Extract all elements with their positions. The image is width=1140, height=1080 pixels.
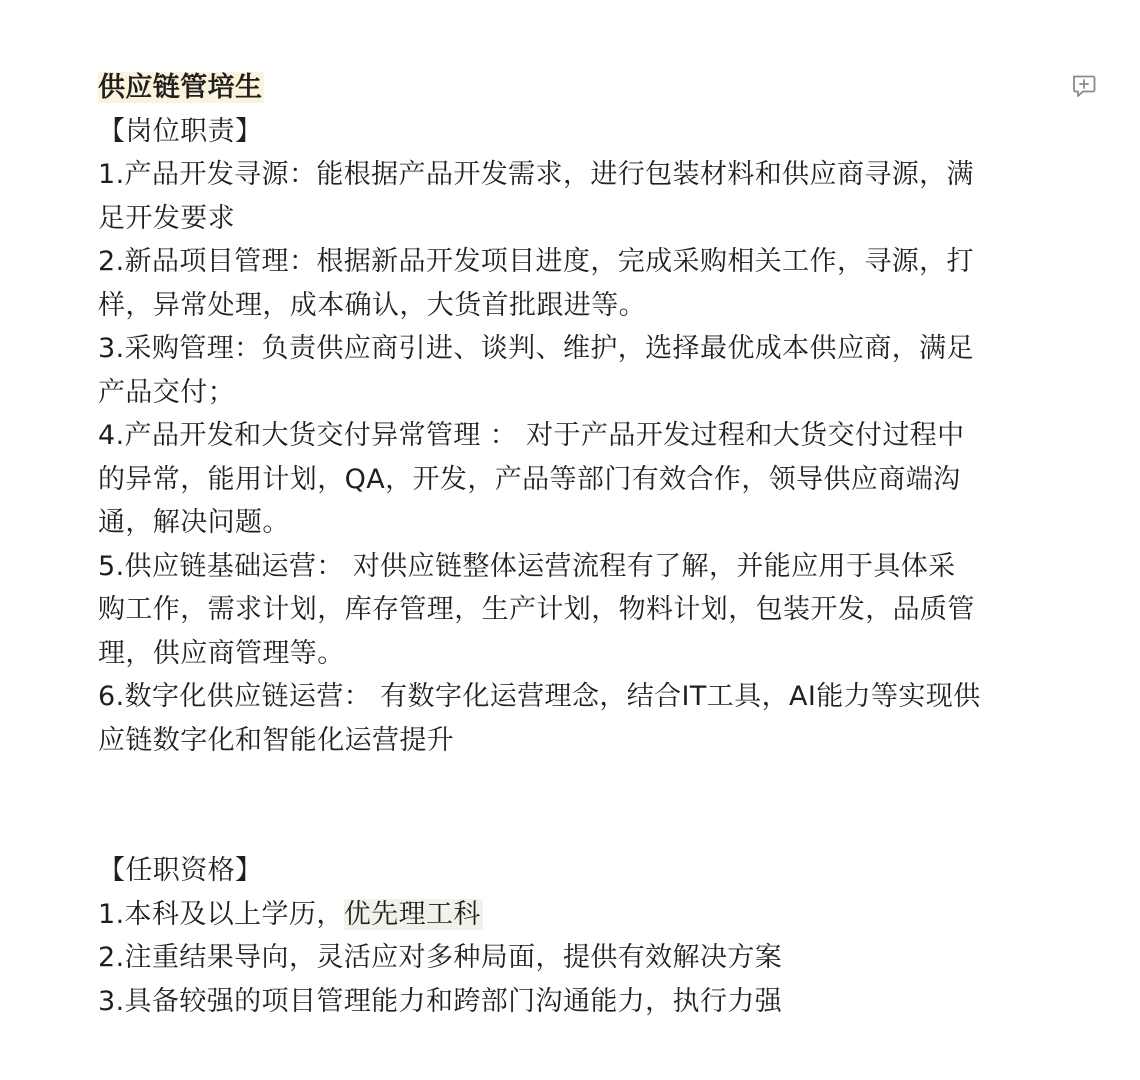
responsibility-line[interactable]: 5.供应链基础运营： 对供应链整体运营流程有了解，并能应用于具体采: [98, 550, 956, 582]
qualification-line[interactable]: [98, 893, 1058, 937]
blank-line: [98, 806, 1058, 850]
responsibilities-heading[interactable]: 【岗位职责】: [98, 115, 263, 147]
responsibility-line[interactable]: 应链数字化和智能化运营提升: [98, 724, 455, 756]
blank-line: [98, 762, 1058, 806]
add-comment-button[interactable]: [1070, 72, 1098, 100]
responsibility-line[interactable]: 6.数字化供应链运营： 有数字化运营理念，结合IT工具，AI能力等实现供: [98, 681, 981, 712]
add-comment-icon: [1070, 72, 1098, 100]
responsibility-line[interactable]: 样，异常处理，成本确认，大货首批跟进等。: [98, 289, 646, 321]
document-title[interactable]: 供应链管培生: [98, 72, 263, 103]
responsibility-line[interactable]: 理，供应商管理等。: [98, 637, 345, 669]
highlighted-text: 优先理工科: [343, 898, 481, 930]
responsibility-line[interactable]: 的异常，能用计划，QA，开发，产品等部门有效合作，领导供应商端沟: [98, 463, 961, 495]
qualifications-heading[interactable]: 【任职资格】: [98, 855, 263, 886]
qualification-text: 1.本科及以上学历，: [98, 898, 344, 930]
document-body: [98, 66, 1058, 1023]
title-line: [98, 66, 1058, 110]
responsibility-line[interactable]: 产品交付；: [98, 376, 235, 408]
responsibility-line[interactable]: 足开发要求: [98, 202, 235, 234]
responsibility-line[interactable]: 通，解决问题。: [98, 507, 290, 538]
responsibility-line[interactable]: 1.产品开发寻源：能根据产品开发需求，进行包装材料和供应商寻源，满: [98, 159, 974, 190]
responsibility-line[interactable]: 3.采购管理：负责供应商引进、谈判、维护，选择最优成本供应商，满足: [98, 333, 974, 364]
qualification-line[interactable]: 3.具备较强的项目管理能力和跨部门沟通能力，执行力强: [98, 985, 783, 1017]
responsibility-line[interactable]: 2.新品项目管理：根据新品开发项目进度，完成采购相关工作，寻源，打: [98, 246, 974, 277]
responsibility-line[interactable]: 4.产品开发和大货交付异常管理 ： 对于产品开发过程和大货交付过程中: [98, 420, 965, 451]
responsibility-line[interactable]: 购工作，需求计划，库存管理，生产计划，物料计划，包装开发，品质管: [98, 594, 975, 625]
qualification-line[interactable]: 2.注重结果导向，灵活应对多种局面，提供有效解决方案: [98, 942, 783, 973]
